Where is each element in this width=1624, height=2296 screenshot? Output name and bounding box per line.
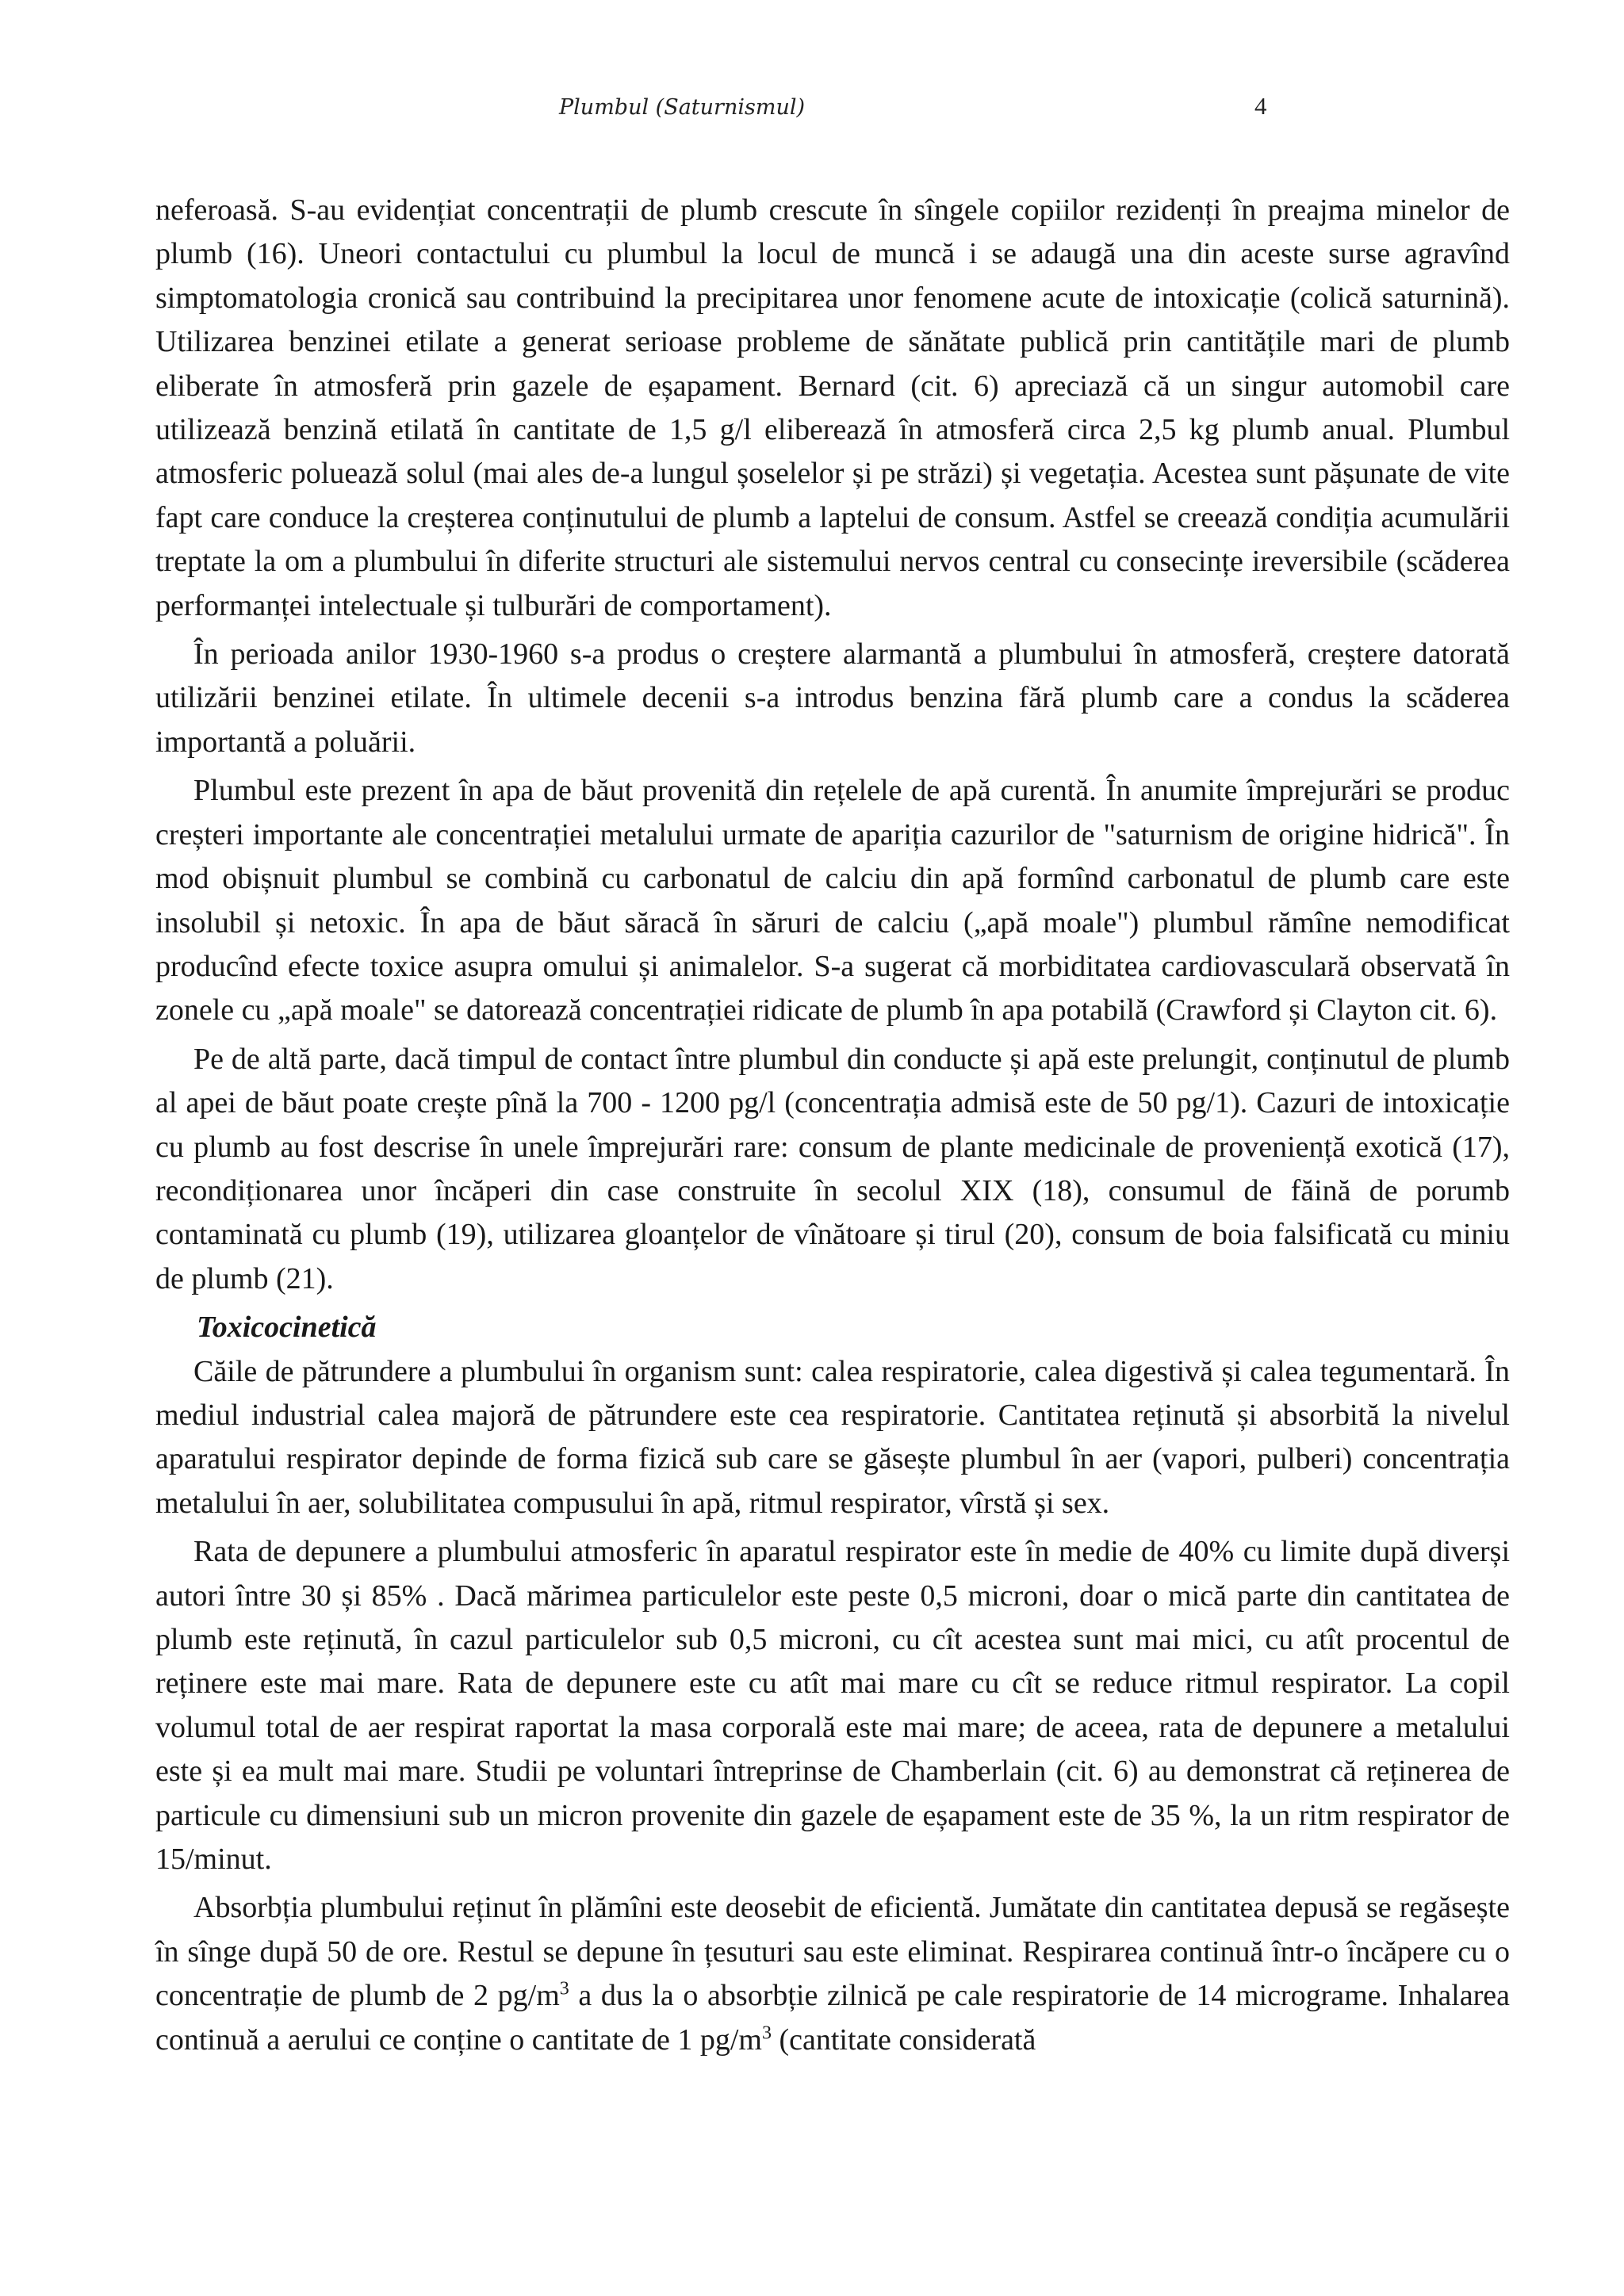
paragraph-6: Rata de depunere a plumbului atmosferic în aparatul respirator este în medie de 40% cu limite după diverși autori între 30 și 85% . Dacă mărimea particulelor este peste 0,5 microni, doar o mică parte din cantitatea de plumb este reținută, în cazul particulelor sub 0,5 microni, cu cît acestea sunt mai mici, cu atît procentul de reținere este mai mare. Rata de depunere este cu atît mai mare cu cît se reduce ritmul respirator. La copil volumul total de aer respirat raportat la masa corporală este mai mare; de aceea, rata de depunere a metalului este și ea mult mai mare. Studii pe voluntari întreprinse de Chamberlain (cit. 6) au demonstrat că reținerea de particule cu dimensiuni sub un micron provenite din gazele de eșapament este de 35 %, la un ritm respirator de 15/minut. [155,1535,1510,1877]
superscript-3: 3 [761,2022,772,2043]
document-body [155,189,1510,2067]
page-number: 4 [1254,92,1267,120]
paragraph-1: neferoasă. S-au evidențiat concentrații de plumb crescute în sîngele copiilor rezidenți în preajma minelor de plumb (16). Uneori contactului cu plumbul la locul de muncă i se adaugă una din aceste surse agravînd simptomatologia cronică sau contribuind la precipitarea unor fenomene acute de intoxicație (colică saturnină). Utilizarea benzinei etilate a generat serioase probleme de sănătate publică prin cantitățile mari de plumb eliberate în atmosferă prin gazele de eșapament. Bernard (cit. 6) apreciază că un singur automobil care utilizează benzină etilată în cantitate de 1,5 g/l eliberează în atmosferă circa 2,5 kg plumb anual. Plumbul atmosferic poluează solul (mai ales de-a lungul șoselelor și pe străzi) și vegetația. Acestea sunt pășunate de vite fapt care conduce la creșterea conținutului de plumb a laptelui de consum. Astfel se creează condiția acumulării treptate la om a plumbului în diferite structuri ale sistemului nervos central cu consecințe ireversibile (scăderea performanței intelectuale și tulburări de comportament). [155,193,1510,622]
paragraph-2: În perioada anilor 1930-1960 s-a produs o creștere alarmantă a plumbului în atmosferă, creștere datorată utilizării benzinei etilate. În ultimele decenii s-a introdus benzina fără plumb care a condus la scăderea importantă a poluării. [155,637,1510,759]
paragraph-7-part-b: a dus la o absorbție zilnică pe cale respiratorie de 14 micrograme. Inhalarea continuă a aerului ce conține o cantitate de 1 pg/m [155,1979,1510,2057]
paragraph-7-part-a: Absorbția plumbului reținut în plămîni este deosebit de eficientă. Jumătate din cantitatea depusă se regăsește în sînge după 50 de ore. Restul se depune în țesuturi sau este eliminat. Respirarea continuă într-o încăpere cu o concentrație de plumb de 2 pg/m [155,1891,1510,2013]
paragraph-7 [155,1886,1510,2062]
section-heading-toxicocinetica: Toxicocinetică [197,1311,377,1345]
paragraph-7-part-c: (cantitate considerată [771,2022,1036,2057]
running-title: Plumbul (Saturnismul) [559,95,805,120]
paragraph-3: Plumbul este prezent în apa de băut provenită din rețelele de apă curentă. În anumite împrejurări se produc creșteri importante ale concentrației metalului urmate de apariția cazurilor de "saturnism de origine hidrică". În mod obișnuit plumbul se combină cu carbonatul de calciu din apă formînd carbonatul de plumb care este insolubil și netoxic. În apa de băut săracă în săruri de calciu („apă moale") plumbul rămîne nemodificat producînd efecte toxice asupra omului și animalelor. S-a sugerat că morbiditatea cardiovasculară observată în zonele cu „apă moale" se datorează concentrației ridicate de plumb în apa potabilă (Crawford și Clayton cit. 6). [155,774,1510,1027]
paragraph-5: Căile de pătrundere a plumbului în organism sunt: calea respiratorie, calea digestivă și calea tegumentară. În mediul industrial calea majoră de pătrundere este cea respiratorie. Cantitatea reținută și absorbită la nivelul aparatului respirator depinde de forma fizică sub care se găsește plumbul în aer (vapori, pulberi) concentrația metalului în aer, solubilitatea compusului în apă, ritmul respirator, vîrstă și sex. [155,1354,1510,1520]
superscript-3: 3 [559,1978,569,1999]
page-header [0,89,1624,136]
paragraph-4: Pe de altă parte, dacă timpul de contact între plumbul din conducte și apă este prelungit, conținutul de plumb al apei de băut poate crește pînă la 700 - 1200 pg/l (concentrația admisă este de 50 pg/1). Cazuri de intoxicație cu plumb au fost descrise în unele împrejurări rare: consum de plante medicinale de proveniență exotică (17), recondiționarea unor încăperi din case construite în secolul XIX (18), consumul de făină de porumb contaminată cu plumb (19), utilizarea gloanțelor de vînătoare și tirul (20), consum de boia falsificată cu miniu de plumb (21). [155,1042,1510,1295]
